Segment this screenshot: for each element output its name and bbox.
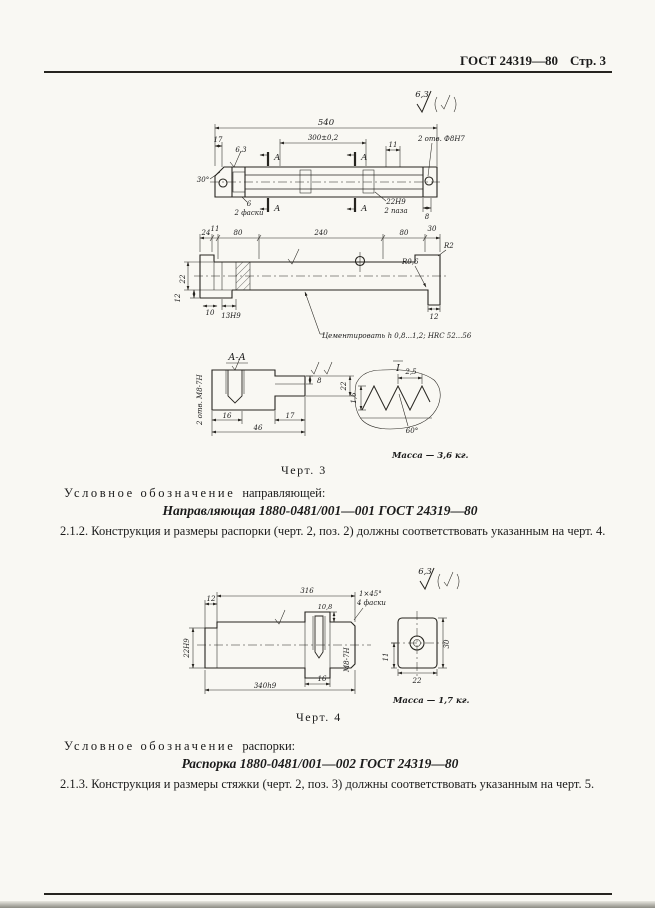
rail-side-view [174,225,472,340]
label-holes-f8h7: 2 отв. Ф8Н7 [418,135,465,143]
roughness-check-small-icon [441,95,450,109]
dim-13n9: 13Н9 [221,312,241,320]
designation-line-1: Направляющая 1880-0481/001—001 ГОСТ 24319—80 [162,503,478,518]
dim-11: 11 [388,141,398,149]
dim-80-left: 80 [233,229,243,237]
dim-17-section: 17 [285,412,295,420]
figure-3-mass: Масса — 3,6 кг. [392,451,469,461]
rail-side-details [214,249,365,290]
dim-16-spacer: 16 [317,675,327,683]
dim-22-section: 22 [340,381,348,391]
designation-heading-2 [64,739,295,754]
designation-heading-1 [64,486,325,501]
designation-heading-2-spaced: Условное обозначение [64,739,236,753]
designation-heading-1-spaced: Условное обозначение [64,486,236,500]
thread-profile [360,386,432,418]
detail-i [350,361,440,435]
dim-6: 6 [246,200,252,208]
label-4-chamfers: 4 фаски [357,599,386,607]
dim-8-section: 8 [317,377,322,385]
threaded-hole [226,370,244,403]
figure-4-drawing [175,560,485,715]
dim-540: 540 [317,118,335,128]
figure-4-caption: Черт. 4 [296,710,342,724]
header-page-number: Стр. 3 [570,53,606,68]
angle-60: 60° [405,427,419,435]
label-2-chamfers: 2 фаски [234,209,264,217]
paren-close-icon [454,97,456,112]
dim-240: 240 [314,229,328,237]
dim-1-6: 1,6 [350,392,358,404]
label-thread-m8-spacer: М8-7Н [343,647,351,672]
dim-22n9: 22Н9 [386,198,406,206]
dim-30-end: 30 [443,639,451,649]
label-thread-m8: 2 отв. М8-7Н [196,374,204,425]
figure-3-caption: Черт. 3 [281,463,327,477]
section-label-a-top-1: А [274,153,281,163]
figure-3-drawing [170,80,650,480]
angle-30: 30° [196,176,210,184]
paragraph-2-1-3: 2.1.3. Конструкция и размеры стяжки (черт. 2, поз. 3) должны соответствовать указанным на черт. 5. [60,777,595,791]
roughness-value: 6,3 [415,90,429,100]
figure-4-mass: Масса — 1,7 кг. [393,696,470,706]
paragraph-2-1-2: 2.1.2. Конструкция и размеры распорки (черт. 2, поз. 2) должны соответствовать указанным на черт. 4. [60,524,606,538]
dim-22-vert: 22 [179,274,187,284]
dim-300: 300±0,2 [307,134,339,142]
label-2-grooves: 2 паза [384,207,408,215]
surface-roughness-symbol-2 [418,567,459,589]
dim-12-left: 12 [174,293,182,303]
footer-rule [44,893,612,895]
roughness-6-3-local: 6,3 [235,146,247,154]
radius-r0-6: R0,6 [402,258,419,266]
spacer-threaded-hole [313,616,325,658]
scan-edge-bottom [0,901,655,908]
dim-12-right: 12 [429,313,439,321]
designation-heading-1-rest: направляющей: [242,486,326,500]
section-label-a-bottom-2: А [361,204,368,214]
label-chamfer-1x45: 1×45° [359,590,382,598]
dim-22-end: 22 [412,677,422,685]
header-rule [44,71,612,73]
spacer-main-view [183,587,386,694]
section-label-a-bottom-1: А [274,204,281,214]
spacer-end-view [382,611,451,685]
section-a-a-title: А-А [228,352,246,363]
section-a-a [196,352,354,436]
rail-plan-view [197,118,466,221]
dim-22n9-spacer: 22Н9 [183,638,191,658]
detail-i-title: I [396,363,400,374]
rail-plan-hatching [233,170,374,193]
surface-roughness-symbol [415,90,456,112]
dim-12-spacer: 12 [206,595,216,603]
dim-8: 8 [424,213,430,221]
roughness-check-small-icon-2 [444,572,453,586]
designation-heading-2-rest: распорки: [242,739,296,753]
paren-close-icon-2 [457,574,459,589]
dim-16-section: 16 [222,412,232,420]
dim-11-end: 11 [382,652,390,662]
designation-line-2: Распорка 1880-0481/001—002 ГОСТ 24319—80 [181,756,459,771]
dim-30: 30 [427,225,437,233]
section-label-a-top-2: А [361,153,368,163]
radius-r2: R2 [444,242,454,250]
dim-46-section: 46 [253,424,263,432]
dim-2-5: 2,5 [405,368,417,376]
paren-open-icon-2 [438,574,440,589]
dim-80-right: 80 [399,229,409,237]
section-dimension-lines [212,376,354,436]
dim-340h9: 340h9 [253,682,277,690]
dim-11-side: 11 [210,225,220,233]
dim-316: 316 [300,587,314,595]
dim-10: 10 [205,309,215,317]
heat-treatment-note: Цементировать h 0,8...1,2; HRC 52...56 [322,332,472,340]
header-gost-number: ГОСТ 24319—80 [460,53,559,68]
dim-10-8: 10,8 [317,603,333,611]
paren-open-icon [435,97,437,112]
dim-17: 17 [213,136,223,144]
dim-24: 24 [201,229,211,237]
spacer-dimension-lines [189,592,363,694]
roughness-value-2: 6,3 [418,567,432,577]
